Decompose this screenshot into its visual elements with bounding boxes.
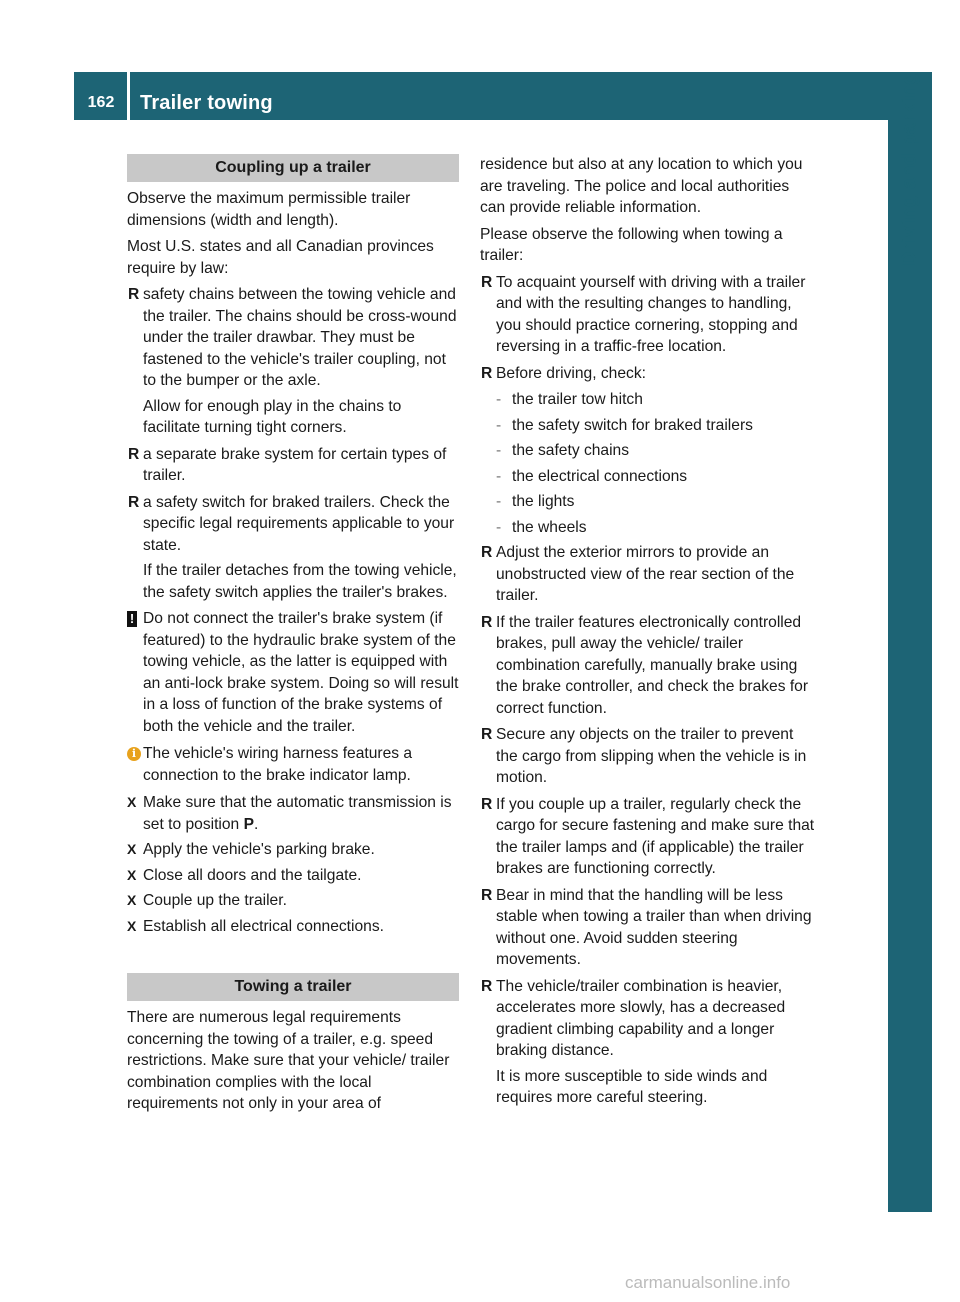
towing-intro: There are numerous legal requirements concerning the towing of a trailer, e.g. speed restrictions. Make sure that your vehicle/ trailer combination complies with the local requirements not only in your area of: [127, 1009, 450, 1112]
check-text: the wheels: [512, 518, 587, 536]
bullet-continuation: It is more susceptible to side winds and requires more careful steering.: [496, 1067, 768, 1106]
check-text: the safety chains: [512, 442, 630, 459]
list-item: [480, 272, 815, 358]
bullet-mark: R: [128, 445, 140, 463]
dash-mark: -: [496, 467, 502, 485]
warning-note: [127, 608, 459, 737]
bullet-mark: R: [128, 493, 140, 511]
bullet-text: Secure any objects on the trailer to prevent the cargo from slipping when the vehicle is in motion.: [496, 726, 807, 786]
step-text: Apply the vehicle's parking brake.: [143, 841, 375, 858]
step-text: Establish all electrical connections.: [143, 917, 384, 935]
bullet-mark: R: [481, 273, 493, 291]
bullet-mark: R: [481, 364, 493, 382]
step-arrow-icon: X: [127, 794, 137, 810]
coupling-heading: Coupling up a trailer: [127, 154, 459, 182]
bullet-continuation: Allow for enough play in the chains to facilitate turning tight corners.: [143, 397, 402, 436]
list-item: [480, 612, 815, 720]
list-item: [480, 542, 815, 607]
step-arrow-icon: X: [127, 892, 137, 908]
step-item: [127, 792, 459, 835]
intro-paragraph-1: Observe the maximum permissible trailer dimensions (width and length).: [127, 190, 411, 229]
bullet-text: Before driving, check:: [496, 364, 646, 382]
warning-icon: !: [127, 611, 137, 627]
warning-text: Do not connect the trailer's brake system (if featured) to the hydraulic brake system of the towing vehicle, as the latter is equipped with an anti-lock brake system. Doing so will result in a loss of function of the brake systems of both the vehicle and the trailer.: [143, 610, 459, 735]
check-text: the trailer tow hitch: [512, 391, 643, 408]
info-note: [127, 743, 459, 786]
check-item: [480, 389, 815, 411]
bullet-mark: R: [481, 886, 493, 904]
step-item: [127, 890, 459, 912]
left-column: [127, 154, 459, 1120]
list-item: [480, 724, 815, 789]
step-text-end: .: [253, 815, 259, 833]
step-text: Close all doors and the tailgate.: [143, 866, 362, 884]
bullet-text: a separate brake system for certain types of trailer.: [143, 445, 447, 484]
right-column: [480, 154, 815, 1114]
bullet-mark: R: [481, 977, 493, 995]
dash-mark: -: [496, 493, 502, 510]
info-icon: i: [127, 747, 141, 761]
step-item: [127, 865, 459, 887]
towing-heading: Towing a trailer: [127, 973, 459, 1001]
check-item: [480, 466, 815, 488]
bullet-text: If the trailer features electronically controlled brakes, pull away the vehicle/ trailer combination carefully, manually brake using the brake controller, and check the brakes for correct function.: [496, 613, 809, 717]
position-label: P: [243, 815, 254, 833]
check-item: [480, 491, 815, 513]
dash-mark: -: [496, 442, 502, 459]
check-text: the safety switch for braked trailers: [512, 416, 753, 434]
list-item: [127, 444, 459, 487]
check-item: [480, 517, 815, 539]
header-divider: [127, 72, 130, 120]
footer-watermark: carmanualsonline.info: [625, 1273, 791, 1292]
list-item: [127, 284, 459, 439]
step-text: Couple up the trailer.: [143, 892, 287, 909]
observe-paragraph: Please observe the following when towing a trailer:: [480, 225, 783, 264]
section-title: Trailer towing: [140, 92, 273, 114]
side-tab-text: Driving and parking: [898, 72, 921, 266]
bullet-text: To acquaint yourself with driving with a trailer and with the resulting changes to handling, you should practice cornering, stopping and reversing in a traffic-free location.: [496, 273, 806, 355]
step-arrow-icon: X: [127, 917, 137, 934]
dash-mark: -: [496, 416, 502, 434]
step-item: [127, 916, 459, 938]
bullet-mark: R: [481, 795, 493, 813]
info-text: The vehicle's wiring harness features a connection to the brake indicator lamp.: [143, 745, 413, 784]
list-item: [480, 976, 815, 1109]
continuation-paragraph: residence but also at any location to which you are traveling. The police and local authorities can provide reliable information.: [480, 156, 803, 216]
bullet-continuation: If the trailer detaches from the towing vehicle, the safety switch applies the trailer's brakes.: [143, 562, 457, 601]
check-item: [480, 415, 815, 437]
check-text: the lights: [512, 493, 575, 510]
bullet-mark: R: [481, 726, 493, 743]
dash-mark: -: [496, 518, 502, 536]
bullet-mark: R: [481, 613, 493, 631]
step-text: Make sure that the automatic transmission is set to position: [143, 794, 452, 833]
list-item: [480, 363, 815, 385]
bullet-text: If you couple up a trailer, regularly check the cargo for secure fastening and make sure that the trailer lamps and (if applicable) the trailer brakes are functioning correctly.: [496, 795, 815, 877]
check-text: the electrical connections: [512, 467, 688, 485]
bullet-text: The vehicle/trailer combination is heavier, accelerates more slowly, has a decreased gradient climbing capability and a longer braking distance.: [496, 977, 786, 1059]
bullet-text: Bear in mind that the handling will be less stable when towing a trailer than when driving without one. Avoid sudden steering movements.: [496, 886, 812, 968]
list-item: [480, 794, 815, 880]
bullet-mark: R: [481, 544, 493, 561]
step-item: [127, 839, 459, 861]
intro-paragraph-2: Most U.S. states and all Canadian provinces require by law:: [127, 238, 434, 277]
page-number: 162: [87, 94, 115, 111]
step-arrow-icon: X: [127, 841, 137, 857]
check-item: [480, 440, 815, 462]
side-tab-label: [888, 72, 932, 1212]
list-item: [127, 492, 459, 604]
dash-mark: -: [496, 391, 502, 408]
bullet-text: a safety switch for braked trailers. Check the specific legal requirements applicable to your state.: [143, 493, 455, 554]
list-item: [480, 885, 815, 971]
bullet-text: safety chains between the towing vehicle and the trailer. The chains should be cross-wound under the trailer drawbar. They must be fastened to the vehicle's trailer coupling, not to the bumper or the axle.: [143, 286, 457, 389]
bullet-mark: R: [128, 286, 140, 303]
bullet-text: Adjust the exterior mirrors to provide an unobstructed view of the rear section of the trailer.: [496, 544, 795, 604]
step-arrow-icon: X: [127, 866, 137, 883]
